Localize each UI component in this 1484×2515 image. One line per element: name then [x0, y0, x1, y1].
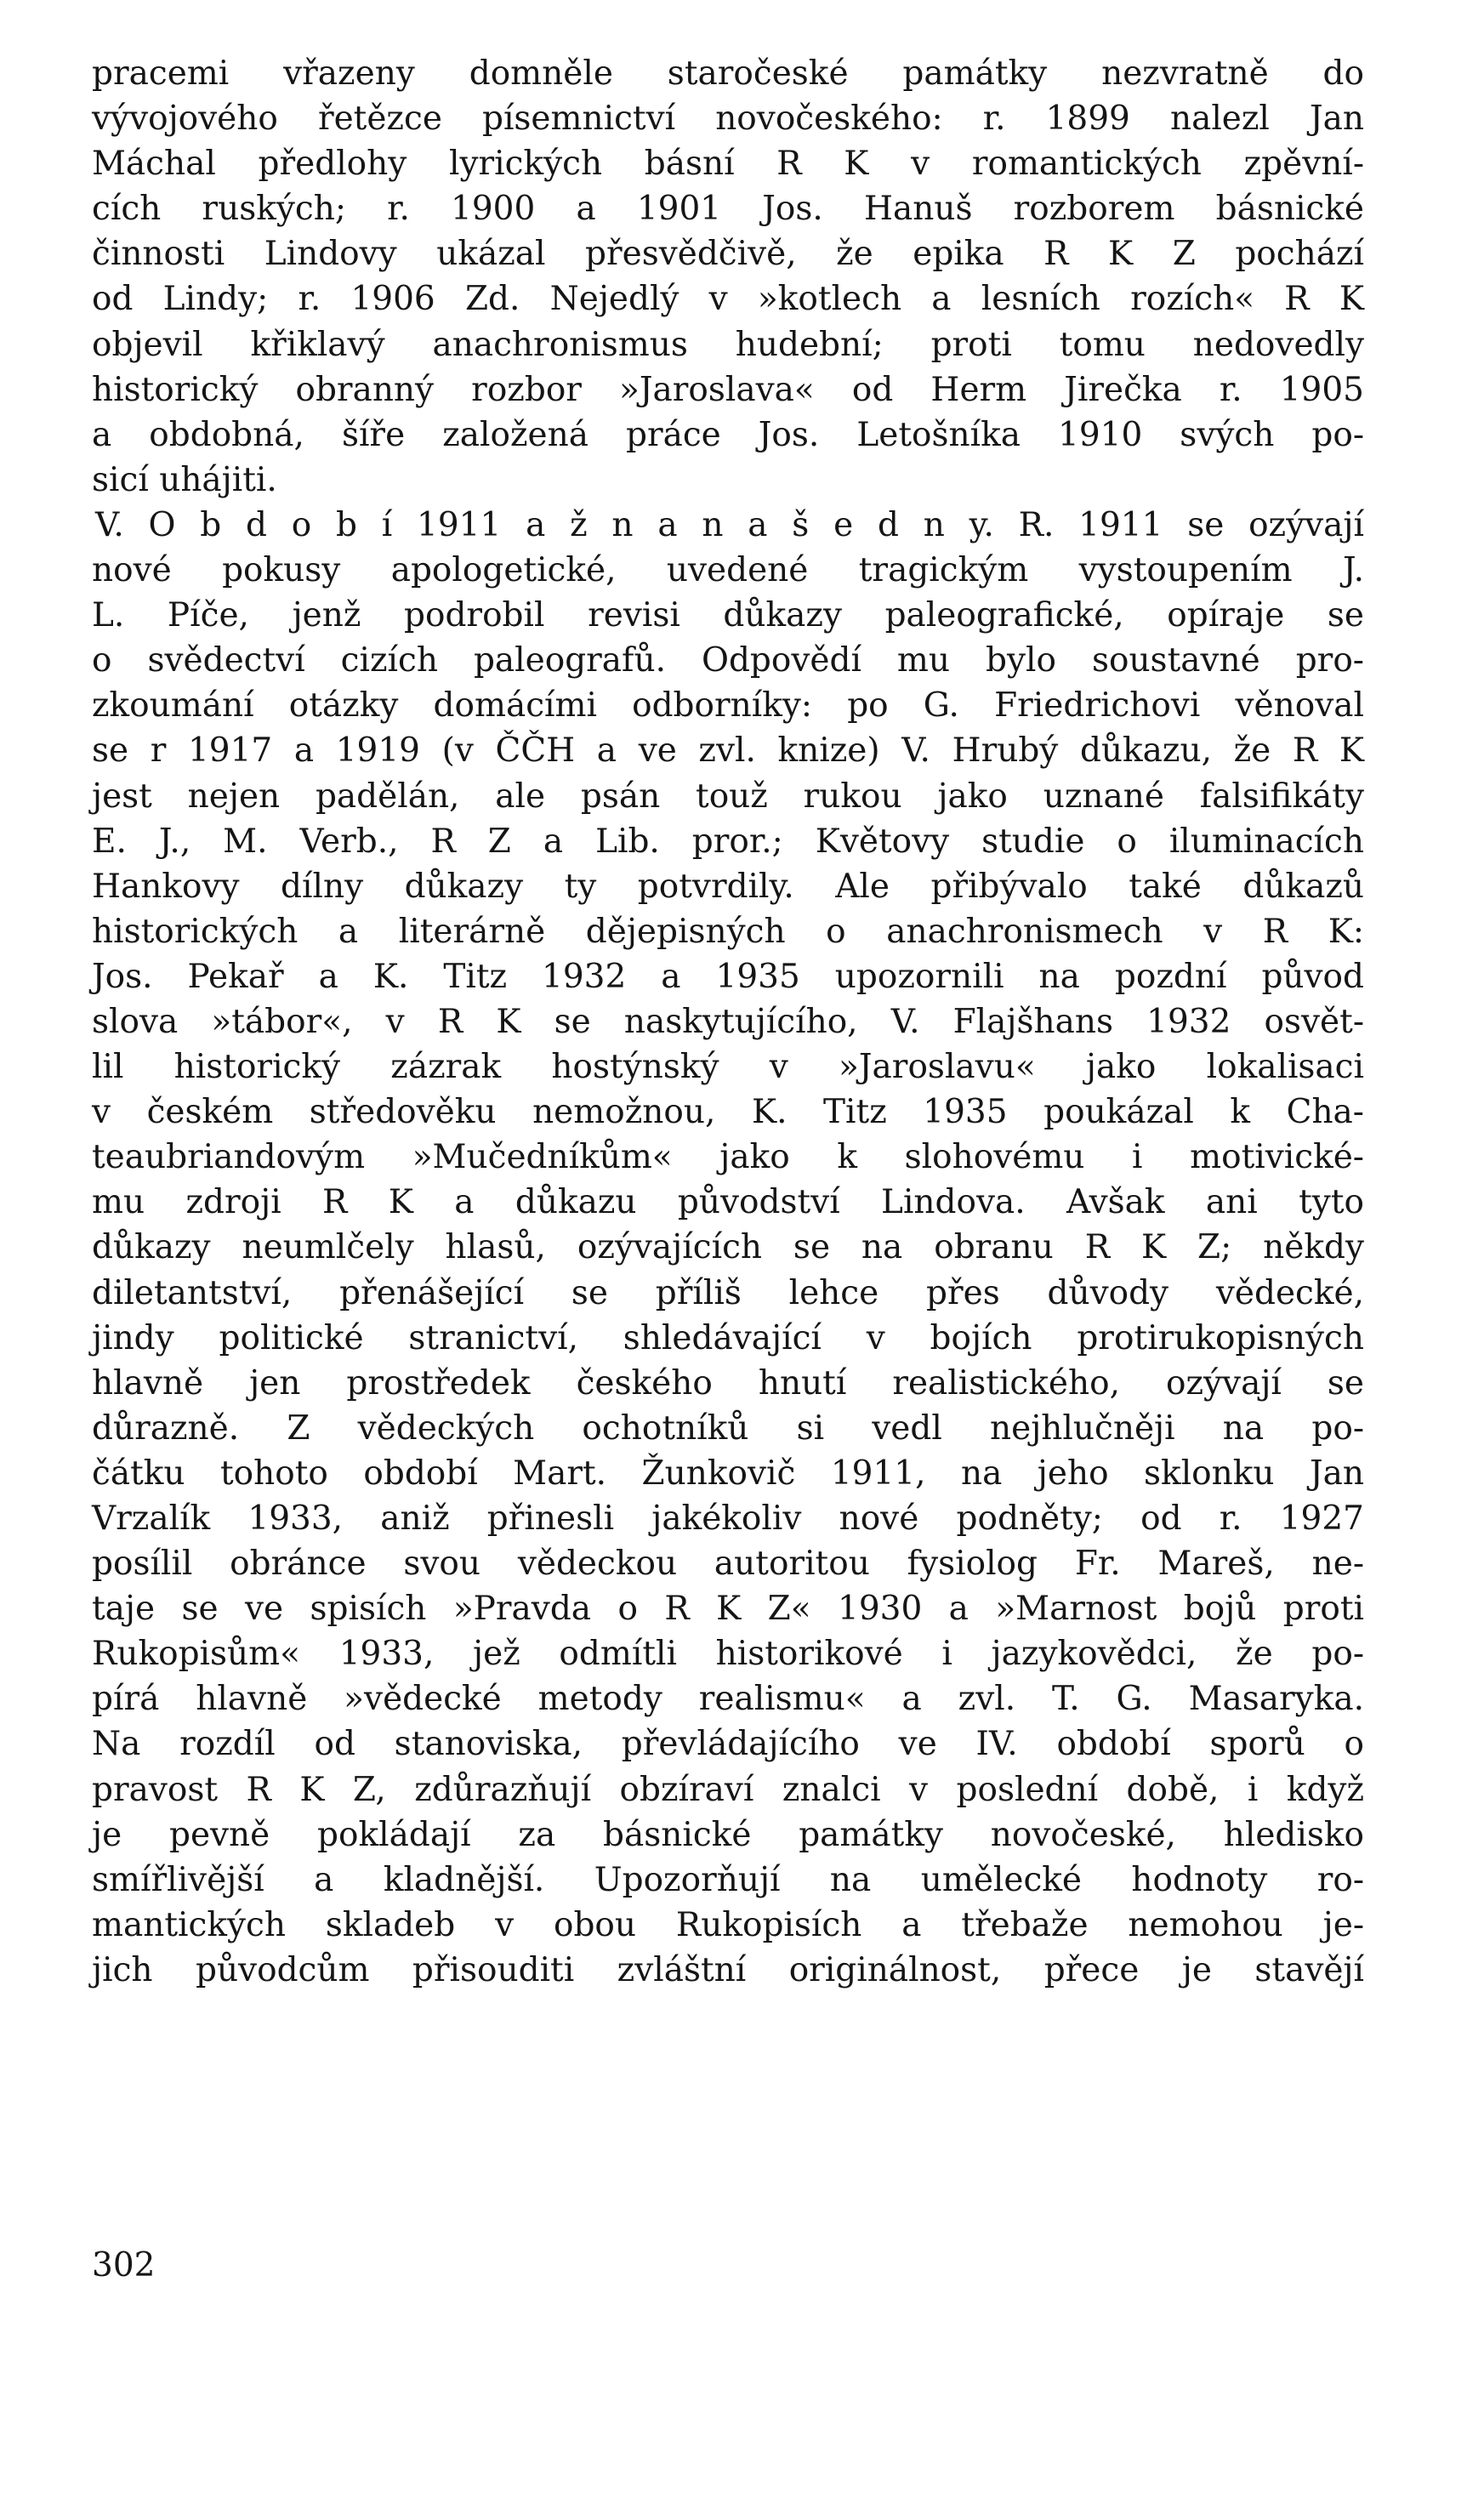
text-line: v českém středověku nemožnou, K. Titz 1935 poukázal k Cha-: [92, 1093, 1364, 1132]
text-line: posílil obránce svou vědeckou autoritou fysiolog Fr. Mareš, ne-: [92, 1545, 1364, 1584]
text-line: Jos. Pekař a K. Titz 1932 a 1935 upozornili na pozdní původ: [92, 957, 1364, 996]
text-line: Na rozdíl od stanoviska, převládajícího ve IV. období sporů o: [92, 1725, 1364, 1764]
text-line: L. Píče, jenž podrobil revisi důkazy paleografické, opíraje se: [92, 596, 1364, 635]
text-line: zkoumání otázky domácími odborníky: po G. Friedrichovi věnoval: [92, 686, 1364, 725]
text-line: od Lindy; r. 1906 Zd. Nejedlý v »kotlech a lesních rozích« R K: [92, 280, 1364, 319]
text-line: Rukopisům« 1933, jež odmítli historikové i jazykovědci, že po-: [92, 1635, 1364, 1674]
text-line: cích ruských; r. 1900 a 1901 Jos. Hanuš rozborem básnické: [92, 190, 1364, 229]
text-line: objevil křiklavý anachronismus hudební; proti tomu nedovedly: [92, 325, 1364, 364]
text-line: hlavně jen prostředek českého hnutí realistického, ozývají se: [92, 1363, 1364, 1403]
text-line: lil historický zázrak hostýnský v »Jaroslavu« jako lokalisaci: [92, 1048, 1364, 1087]
page-number: 302: [92, 2246, 156, 2285]
text-line: Máchal předlohy lyrických básní R K v romantických zpěvní-: [92, 145, 1364, 184]
text-line: a obdobná, šíře založená práce Jos. Letošníka 1910 svých po-: [92, 415, 1364, 454]
text-line: vývojového řetězce písemnictví novočeského: r. 1899 nalezl Jan: [92, 100, 1364, 139]
text-line: historický obranný rozbor »Jaroslava« od Herm Jirečka r. 1905: [92, 370, 1364, 409]
text-line: E. J., M. Verb., R Z a Lib. pror.; Květovy studie o iluminacích: [92, 822, 1364, 861]
text-line: čátku tohoto období Mart. Žunkovič 1911, na jeho sklonku Jan: [92, 1454, 1364, 1493]
text-line: se r 1917 a 1919 (v ČČH a ve zvl. knize) V. Hrubý důkazu, že R K: [92, 731, 1364, 771]
text-line: jest nejen padělán, ale psán touž rukou jako uznané falsifikáty: [92, 777, 1364, 816]
text-line: nové pokusy apologetické, uvedené tragickým vystoupením J.: [92, 551, 1364, 590]
text-line: taje se ve spisích »Pravda o R K Z« 1930 a »Marnost bojů proti: [92, 1590, 1364, 1629]
text-line: pravost R K Z, zdůrazňují obzíraví znalci v poslední době, i když: [92, 1770, 1364, 1809]
text-line: teaubriandovým »Mučedníkům« jako k slohovému i motivické-: [92, 1138, 1364, 1177]
text-line: Hankovy dílny důkazy ty potvrdily. Ale přibývalo také důkazů: [92, 867, 1364, 906]
text-line: pracemi vřazeny domněle staročeské památky nezvratně do: [92, 54, 1364, 93]
body-text: [92, 51, 1364, 1993]
text-line: sicí uhájiti.: [92, 460, 277, 499]
text-line: o svědectví cizích paleografů. Odpovědí mu bylo soustavné pro-: [92, 641, 1364, 680]
text-line: mantických skladeb v obou Rukopisích a třebaže nemohou je-: [92, 1905, 1364, 1944]
text-line: činnosti Lindovy ukázal přesvědčivě, že epika R K Z pochází: [92, 235, 1364, 274]
text-line: jich původcům přisouditi zvláštní originálnost, přece je stavějí: [92, 1950, 1364, 1989]
text-line: mu zdroji R K a důkazu původství Lindova. Avšak ani tyto: [92, 1183, 1364, 1222]
text-line: Vrzalík 1933, aniž přinesli jakékoliv nové podněty; od r. 1927: [92, 1499, 1364, 1538]
text-line: jindy politické stranictví, shledávající v bojích protirukopisných: [92, 1318, 1364, 1357]
text-line: důkazy neumlčely hlasů, ozývajících se na obranu R K Z; někdy: [92, 1228, 1364, 1267]
text-line: pírá hlavně »vědecké metody realismu« a zvl. T. G. Masaryka.: [92, 1680, 1364, 1719]
text-line: smířlivější a kladnější. Upozorňují na umělecké hodnoty ro-: [92, 1860, 1364, 1899]
text-line: slova »tábor«, v R K se naskytujícího, V. Flajšhans 1932 osvět-: [92, 1002, 1364, 1041]
text-line: je pevně pokládají za básnické památky novočeské, hledisko: [92, 1815, 1364, 1854]
text-line: důrazně. Z vědeckých ochotníků si vedl nejhlučněji na po-: [92, 1408, 1364, 1448]
text-line: historických a literárně dějepisných o anachronismech v R K:: [92, 912, 1364, 951]
text-line: diletantství, přenášející se příliš lehce přes důvody vědecké,: [92, 1273, 1364, 1312]
section-heading-line: V. O b d o b í 1911 a ž n a n a š e d n y. R. 1911 se ozývají: [95, 505, 1364, 544]
